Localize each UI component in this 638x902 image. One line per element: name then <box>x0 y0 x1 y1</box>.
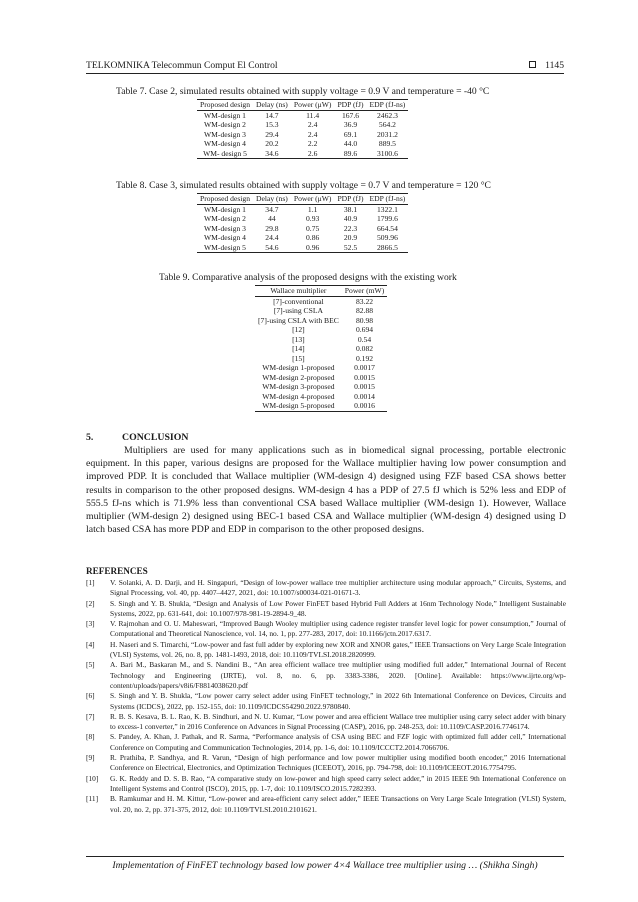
reference-item <box>86 753 566 774</box>
table-cell: 0.0015 <box>354 372 375 382</box>
reference-text: H. Naseri and S. Timarchi, “Low-power and fast full adder by exploring new XOR and XNOR gates,” IEEE Transactions on Very Large Scale Integration (VLSI) Systems, vol. 26, no. 8, pp. 1481-1493, 2018, doi: 10.1109/TVLSI.2018.2820999. <box>110 639 566 660</box>
table-row <box>255 401 387 411</box>
table-cell: [13] <box>292 334 305 344</box>
table-cell: WM-design 1 <box>204 110 246 120</box>
table-row <box>255 392 387 402</box>
reference-number: [6] <box>86 691 95 701</box>
column-header: Power (mW) <box>342 286 387 297</box>
table-row <box>197 224 408 234</box>
table-cell: [14] <box>292 344 305 353</box>
table-cell: 24.4 <box>265 233 279 242</box>
reference-item <box>86 732 566 753</box>
reference-number: [8] <box>86 732 95 742</box>
reference-number: [4] <box>86 639 95 649</box>
checkbox-icon <box>529 61 536 68</box>
table-row <box>255 306 387 316</box>
table-cell: WM-design 3 <box>204 129 246 139</box>
table-cell: 167.6 <box>341 110 360 120</box>
table-cell: 15.3 <box>265 120 279 129</box>
column-header: Wallace multiplier <box>255 286 342 297</box>
table-row <box>197 139 408 149</box>
reference-text: V. Solanki, A. D. Darji, and H. Singapuri, “Design of low-power wallace tree multiplier architecture using modular approach,” Circuits, Systems, and Signal Processing, vol. 40, pp. 4407–4427, 2021, doi: 10.1007/s00034-021-01671-3. <box>110 578 566 598</box>
table9-caption: Table 9. Comparative analysis of the proposed designs with the existing work <box>159 272 457 283</box>
column-header: PDP (fJ) <box>334 100 366 111</box>
table-row <box>197 233 408 243</box>
table-cell: 1799.6 <box>377 214 398 223</box>
table-row <box>197 243 408 253</box>
running-header <box>86 60 564 74</box>
table-cell: WM-design 4 <box>204 233 246 242</box>
table-cell: 44 <box>268 214 276 223</box>
reference-text: S. Singh and Y. B. Shukla, “Low power carry select adder using FinFET technology,” in 2022 6th International Conference on Devices, Circuits and Systems (ICDCS), 2022, pp. 152-155, doi: 10.1109/ICDCS54290.2022.9780840. <box>110 691 566 711</box>
table-cell: 52.5 <box>334 243 366 253</box>
table-cell: 20.9 <box>343 233 358 242</box>
table-cell: 0.54 <box>357 334 372 344</box>
reference-number: [1] <box>86 578 95 587</box>
table-cell: 0.86 <box>306 233 320 242</box>
reference-text: S. Pandey, A. Khan, J. Pathak, and R. Sarma, “Performance analysis of CSA using BEC and FZF logic with optimized full adder cell,” International Conference on Computing and Communication Technologies, 2014, pp. 1-6, doi: 10.1109/ICCCT2.2014.7066706. <box>110 732 566 752</box>
table-cell: 889.5 <box>378 139 396 148</box>
reference-text: V. Rajmohan and O. U. Maheswari, “Improved Baugh Wooley multiplier using cadence register transfer level logic for power consumption,” Journal of Computational and Theoretical Nanoscience, vol. 14, no. 1, pp. 277-283, 2017, doi: 10.1166/jctn.2017.6317. <box>110 619 566 639</box>
table-cell: 0.082 <box>355 344 374 353</box>
table-cell: 2.6 <box>291 149 335 159</box>
table-cell: 2.4 <box>307 120 318 129</box>
table-cell: 2.4 <box>307 129 318 139</box>
table-cell: 0.93 <box>306 214 320 223</box>
table-cell: 664.54 <box>377 223 398 233</box>
table-row <box>197 149 408 159</box>
reference-number: [10] <box>86 773 99 783</box>
table-row <box>255 296 387 306</box>
reference-item <box>86 640 566 661</box>
table-cell: 0.0014 <box>354 391 375 401</box>
column-header: PDP (fJ) <box>334 194 366 205</box>
reference-item <box>86 691 566 712</box>
table-cell: 2031.2 <box>377 129 398 139</box>
reference-item <box>86 660 566 691</box>
table-row <box>197 214 408 224</box>
table-cell: 509.96 <box>377 233 398 242</box>
table-cell: [7]-using CSLA <box>273 306 323 315</box>
table-row <box>255 382 387 392</box>
table-row <box>197 130 408 140</box>
table-cell: 0.0017 <box>354 363 375 372</box>
table-cell: [15] <box>292 353 305 363</box>
column-header: Delay (ns) <box>253 194 291 205</box>
reference-item <box>86 712 566 733</box>
table-cell: 2462.3 <box>377 110 398 120</box>
conclusion-paragraph: Multipliers are used for many applications such as in biomedical signal processing, portable electronic equipment. In this paper, various designs are proposed for the Wallace multiplier having low power consumption and improved PDP. It is concluded that Wallace multiplier (WM-design 4) designed using FZF based CSA shows better results in comparison to the other proposed designs. WM-design 4 has a PDP of 27.5 fJ which is 52% less and EDP of 555.5 fJ-ns which is 71.9% less than conventional CSA based Wallace multiplier (WM-design 1). However, Wallace multiplier (WM-design 2) designed using BEC-1 based CSA and Wallace multiplier (WM-design 4) designed using D latch based CSA has more PDP and EDP in comparison to the other proposed designs. <box>86 445 566 536</box>
table-cell: [12] <box>292 325 305 334</box>
table-cell: WM-design 2-proposed <box>262 372 335 382</box>
reference-number: [3] <box>86 619 95 629</box>
table-cell: [7]-using CSLA with BEC <box>258 315 339 325</box>
table-cell: 80.98 <box>355 315 374 325</box>
page-footer: Implementation of FinFET technology based low power 4×4 Wallace tree multiplier using … (Shikha Singh) <box>86 856 564 871</box>
table-cell: 34.6 <box>253 149 291 159</box>
table-cell: 0.96 <box>291 243 335 253</box>
table-cell: WM-design 4-proposed <box>262 391 335 401</box>
reference-number: [2] <box>86 598 95 608</box>
table-cell: 22.3 <box>343 223 358 233</box>
reference-text: B. Ramkumar and H. M. Kittur, “Low-power and area-efficient carry select adder,” IEEE Transactions on Very Large Scale Integration (VLSI) System, vol. 20, no. 2, pp. 371-375, 2012, doi: 10.1109/TVLSI.2010.2101621. <box>110 794 566 814</box>
reference-number: [5] <box>86 660 95 670</box>
table-row <box>197 120 408 130</box>
section-heading <box>86 432 188 443</box>
table-cell: WM-design 5-proposed <box>255 401 342 411</box>
table-cell: 40.9 <box>343 214 358 223</box>
table-cell: WM-design 4 <box>204 139 246 148</box>
table-cell: WM-design 5 <box>197 243 253 253</box>
table9 <box>255 285 387 412</box>
reference-number: [7] <box>86 711 95 721</box>
reference-number: [9] <box>86 753 95 763</box>
table7 <box>197 99 408 159</box>
column-header: Delay (ns) <box>253 100 291 111</box>
reference-item <box>86 578 566 599</box>
column-header: Power (μW) <box>291 194 335 205</box>
table-row <box>255 344 387 354</box>
table-row <box>197 204 408 214</box>
table-cell: 89.6 <box>334 149 366 159</box>
table-cell: WM-design 2 <box>204 120 246 129</box>
table-cell: 38.1 <box>343 204 358 214</box>
table8-caption: Table 8. Case 3, simulated results obtained with supply voltage = 0.7 V and temperature = 120 °C <box>116 180 491 191</box>
table-cell: 44.0 <box>343 139 358 148</box>
table-cell: 36.9 <box>343 120 358 129</box>
table-cell: 1322.1 <box>377 204 398 214</box>
table-cell: 0.75 <box>306 223 320 233</box>
table-cell: 0.0015 <box>354 382 375 391</box>
page-number: 1145 <box>545 60 564 71</box>
journal-title: TELKOMNIKA Telecommun Comput El Control <box>86 60 278 71</box>
table-cell: 20.2 <box>265 139 279 148</box>
table-cell: 82.88 <box>355 306 374 315</box>
table-header-row <box>255 286 387 297</box>
column-header: Proposed design <box>197 100 253 111</box>
table-cell: 1.1 <box>307 204 318 214</box>
table-cell: 14.7 <box>265 110 279 120</box>
table-row <box>255 335 387 345</box>
reference-item <box>86 619 566 640</box>
reference-text: A. Bari M., Baskaran M., and S. Nandini B., “An area efficient wallace tree multiplier using modified full adder,” International Journal of Recent Technology and Engineering (IJRTE), vol. 8, no. 6, pp. 3383-3386, 2020. [Online]. Available: https://www.ijrte.org/wp-content/uploads/papers/v8i6/F8814038620.pdf <box>110 660 566 690</box>
table-row <box>255 325 387 335</box>
table-cell: 2866.5 <box>367 243 409 253</box>
table-cell: 0.0016 <box>342 401 387 411</box>
reference-text: R. Prathiba, P. Sandhya, and R. Varun, “Design of high performance and low power multiplier using modified booth encoder,” 2016 International Conference on Electrical, Electronics, and Optimization Techniques (ICEEOT), 2016, pp. 794-798, doi: 10.1109/ICEEOT.2016.7754795. <box>110 753 566 773</box>
table-row <box>255 316 387 326</box>
table-row <box>255 373 387 383</box>
table-cell: WM- design 5 <box>197 149 253 159</box>
table-cell: 564.2 <box>378 120 396 129</box>
section-title: CONCLUSION <box>122 432 189 443</box>
column-header: Proposed design <box>197 194 253 205</box>
table-cell: 3100.6 <box>367 149 409 159</box>
reference-item <box>86 794 566 815</box>
table-cell: 29.8 <box>265 223 279 233</box>
reference-item <box>86 774 566 795</box>
table-cell: 54.6 <box>253 243 291 253</box>
column-header: EDP (fJ-ns) <box>367 100 409 111</box>
reference-text: G. K. Reddy and D. S. B. Rao, “A comparative study on low-power and high speed carry select adder,” in 2015 IEEE 9th International Conference on Intelligent Systems and Control (ISCO), 2015, pp. 1-7, doi: 10.1109/ISCO.2015.7282393. <box>110 773 566 793</box>
table-row <box>255 354 387 364</box>
references-heading: REFERENCES <box>86 566 148 576</box>
table-cell: WM-design 1-proposed <box>262 363 335 372</box>
table-row <box>255 363 387 373</box>
table-cell: [7]-conventional <box>273 296 324 306</box>
table-cell: 0.694 <box>355 325 374 334</box>
reference-item <box>86 599 566 620</box>
table-header-row <box>197 100 408 111</box>
reference-text: S. Singh and Y. B. Shukla, “Design and Analysis of Low Power FinFET based Hybrid Full Adders at 16nm Technology Node,” Intelligent Sustainable Systems, 2022, pp. 631-641, doi: 10.1007/978-981-19-2894-9_48. <box>110 598 566 618</box>
section-number: 5. <box>86 432 94 443</box>
table-cell: 11.4 <box>306 110 320 120</box>
table-cell: 69.1 <box>343 129 358 139</box>
table-cell: 29.4 <box>265 129 279 139</box>
table-cell: WM-design 3 <box>204 223 246 233</box>
table-cell: WM-design 1 <box>204 204 246 214</box>
table-cell: WM-design 3-proposed <box>262 382 335 391</box>
table-cell: 83.22 <box>355 296 374 306</box>
table-cell: 0.192 <box>355 353 374 363</box>
reference-list <box>86 578 566 815</box>
table8 <box>197 193 408 253</box>
table-cell: 34.7 <box>265 204 279 214</box>
table-cell: WM-design 2 <box>204 214 246 223</box>
page-number-group <box>529 60 564 71</box>
table-row <box>197 110 408 120</box>
table-cell: 2.2 <box>307 139 318 148</box>
reference-text: R. B. S. Kesava, B. L. Rao, K. B. Sindhuri, and N. U. Kumar, “Low power and area efficient Wallace tree multiplier using carry select adder with binary to excess-1 converter,” in 2016 Conference on Advances in Signal Processing (CASP), 2016, pp. 248-253, doi: 10.1109/CASP.2016.7746174. <box>110 711 566 732</box>
table-header-row <box>197 194 408 205</box>
column-header: EDP (fJ-ns) <box>367 194 409 205</box>
table7-caption: Table 7. Case 2, simulated results obtained with supply voltage = 0.9 V and temperature = -40 °C <box>116 86 490 97</box>
reference-number: [11] <box>86 794 99 804</box>
column-header: Power (μW) <box>291 100 335 111</box>
